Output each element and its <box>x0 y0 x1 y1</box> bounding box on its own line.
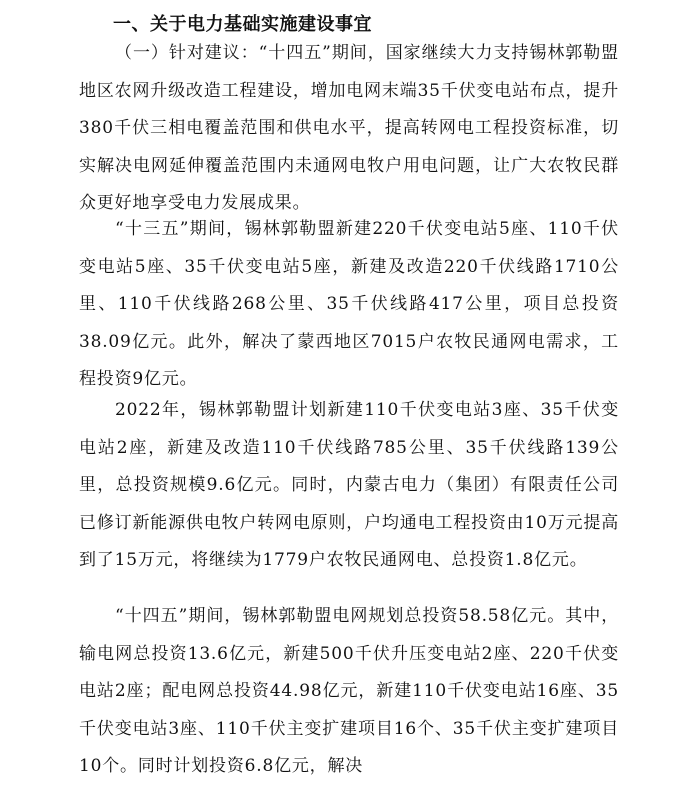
paragraph-2022-plan: 2022年，锡林郭勒盟计划新建110千伏变电站3座、35千伏变电站2座，新建及改造110千伏线路785公里、35千伏线路139公里，总投资规模9.6亿元。同时，内蒙古电力（集团）有限责任公司已修订新能源供电牧户转网电原则，户均通电工程投资由10万元提高到了15万元，将继续为1779户农牧民通网电、总投资1.8亿元。 <box>79 400 619 570</box>
paragraph-14th-five-year: “十四五”期间，锡林郭勒盟电网规划总投资58.58亿元。其中，输电网总投资13.6亿元，新建500千伏升压变电站2座、220千伏变电站2座；配电网总投资44.98亿元，新建110千伏变电站16座、35千伏变电站3座、110千伏主变扩建项目16个、35千伏主变扩建项目10个。同时计划投资6.8亿元，解决 <box>79 606 619 776</box>
section-heading: 一、关于电力基础实施建设事宜 <box>113 14 372 35</box>
paragraph-response-intro: （一）针对建议：“十四五”期间，国家继续大力支持锡林郭勒盟地区农网升级改造工程建设，增加电网末端35千伏变电站布点，提升380千伏三相电覆盖范围和供电水平，提高转网电工程投资标准，切实解决电网延伸覆盖范围内未通网电牧户用电问题，让广大农牧民群众更好地享受电力发展成果。 <box>79 43 619 213</box>
paragraph-13th-five-year: “十三五”期间，锡林郭勒盟新建220千伏变电站5座、110千伏变电站5座、35千伏变电站5座，新建及改造220千伏线路1710公里、110千伏线路268公里、35千伏线路417公里，项目总投资38.09亿元。此外，解决了蒙西地区7015户农牧民通网电需求，工程投资9亿元。 <box>79 219 619 389</box>
